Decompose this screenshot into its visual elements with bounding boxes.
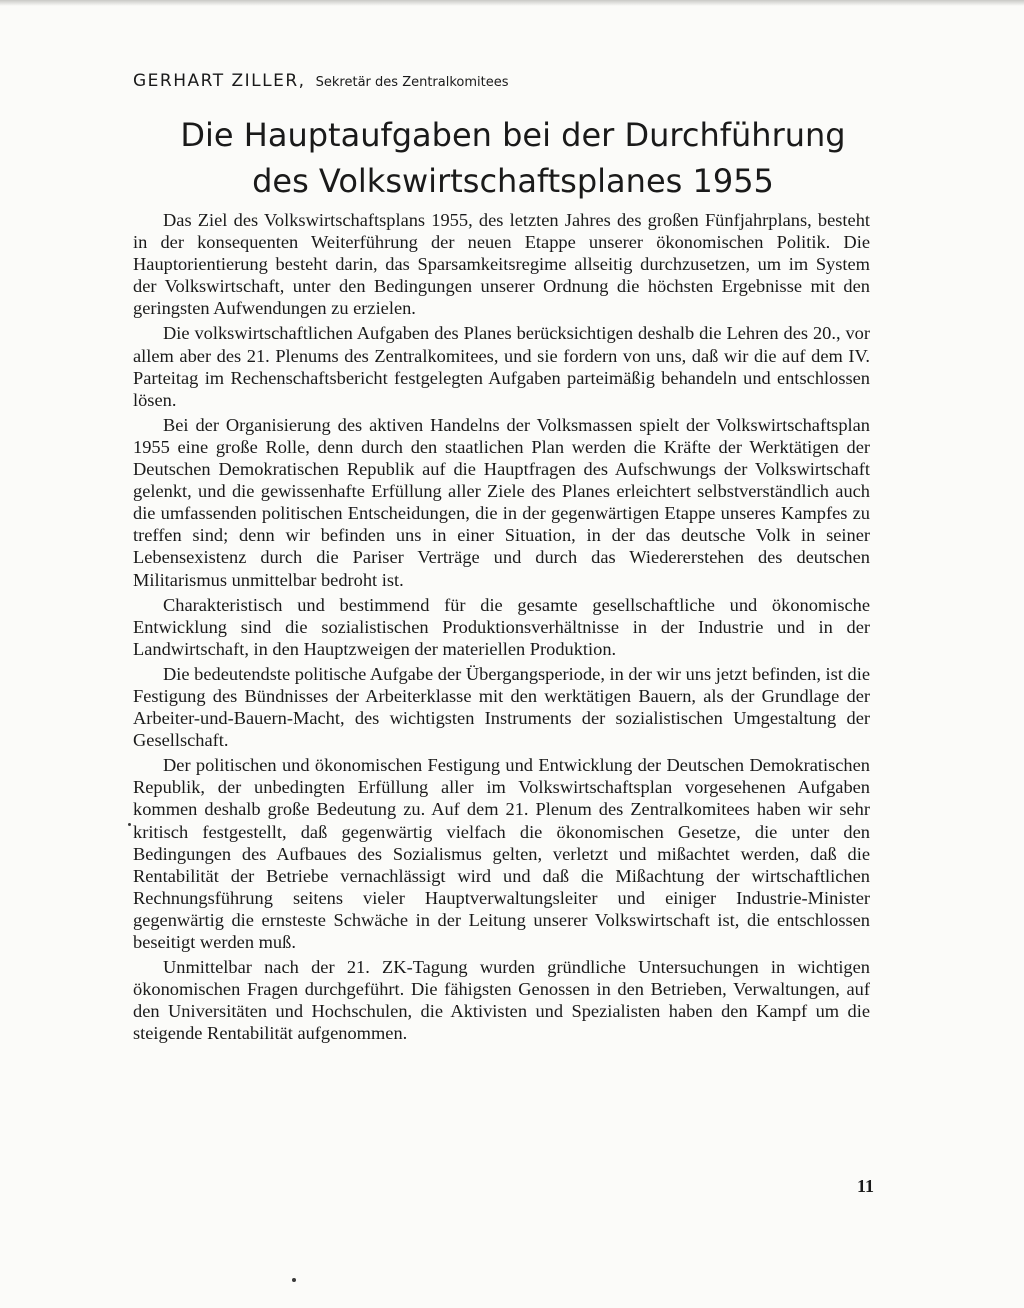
scan-speck [292,1278,296,1282]
author-role: Sekretär des Zentralkomitees [315,75,509,90]
paragraph-3: Bei der Organisierung des aktiven Handelns der Volksmassen spielt der Volkswirtschaftsplan 1955 eine große Rolle, denn durch den staatlichen Plan werden die Kräfte der Werktätigen der Deutschen Demokratischen Republik auf die Hauptfragen des Aufschwungs der Volkswirtschaft gelenkt, und die gewissenhafte Erfüllung aller Ziele des Planes erleichtert selbstverständlich auch die umfassenden politischen Entscheidungen, die in der gegenwärtigen Etappe unseres Kampfes zu treffen sind; denn wir befinden uns in einer Situation, in der das deutsche Volk in seiner Lebensexistenz durch die Pariser Verträge und durch das Wiedererstehen des deutschen Militarismus unmittelbar bedroht ist. [133,414,870,590]
page-number: 11 [856,1176,874,1196]
paragraph-6: Der politischen und ökonomischen Festigung und Entwicklung der Deutschen Demokratischen Republik, der unbedingten Erfüllung aller im Volkswirtschaftsplan vorgesehenen Aufgaben kommen deshalb große Bedeutung zu. Auf dem 21. Plenum des Zentralkomitees haben wir sehr kritisch festgestellt, daß gegenwärtig vielfach die ökonomischen Gesetze, die unter den Bedingungen des Aufbaues des Sozialismus gelten, verletzt und mißachtet werden, daß die Rentabilität der Betriebe vernachlässigt wird und daß die Mißachtung der wirtschaftlichen Rechnungsführung seitens vieler Hauptverwaltungsleiter und einiger Industrie-Minister gegenwärtig die ernsteste Schwäche in der Leitung unserer Volkswirtschaft ist, die entschlossen beseitigt werden muß. [133,755,870,952]
paragraph-1: Das Ziel des Volkswirtschaftsplans 1955, des letzten Jahres des großen Fünfjahrplans, besteht in der konsequenten Weiterführung der neuen Etappe unserer ökonomischen Politik. Die Hauptorientierung besteht darin, das Sparsamkeitsregime allseitig durchzusetzen, um im System der Volkswirtschaft, unter den Bedingungen unserer Ordnung die höchsten Ergebnisse mit den geringsten Aufwendungen zu erzielen. [133,210,870,319]
paragraph-5: Die bedeutendste politische Aufgabe der Übergangsperiode, in der wir uns jetzt befinden, ist die Festigung des Bündnisses der Arbeiterklasse mit den werktätigen Bauern, als der Grundlage der Arbeiter-und-Bauern-Macht, des wichtigsten Instruments der sozialistischen Umgestaltung der Gesellschaft. [133,663,870,751]
title-line-1: Die Hauptaufgaben bei der Durchführung [180,116,846,154]
paragraph-2: Die volkswirtschaftlichen Aufgaben des Planes berücksichtigen deshalb die Lehren des 20., vor allem aber des 21. Plenums des Zentralkomitees, und sie fordern von uns, daß wir die auf dem IV. Parteitag im Rechenschaftsbericht festgelegten Aufgaben parteimäßig behandeln und entschlossen lösen. [133,323,870,410]
paragraph-4: Charakteristisch und bestimmend für die gesamte gesellschaftliche und ökonomische Entwicklung sind die sozialistischen Produktionsverhältnisse in der Industrie und in der Landwirtschaft, in den Hauptzweigen der materiellen Produktion. [133,594,870,659]
author-name: GERHART ZILLER, [133,71,306,91]
article-title [133,112,893,204]
author-line [133,71,509,91]
paragraph-7: Unmittelbar nach der 21. ZK-Tagung wurden gründliche Untersuchungen in wichtigen ökonomischen Fragen durchgeführt. Die fähigsten Genossen in den Betrieben, Verwaltungen, auf den Universitäten und Hochschulen, die Aktivisten und Spezialisten haben den Kampf um die steigende Rentabilität aufgenommen. [133,957,870,1044]
page-top-shadow [0,0,1024,6]
article-body [133,209,870,1047]
scan-speck [128,823,131,826]
title-line-2: des Volkswirtschaftsplanes 1955 [252,162,774,200]
